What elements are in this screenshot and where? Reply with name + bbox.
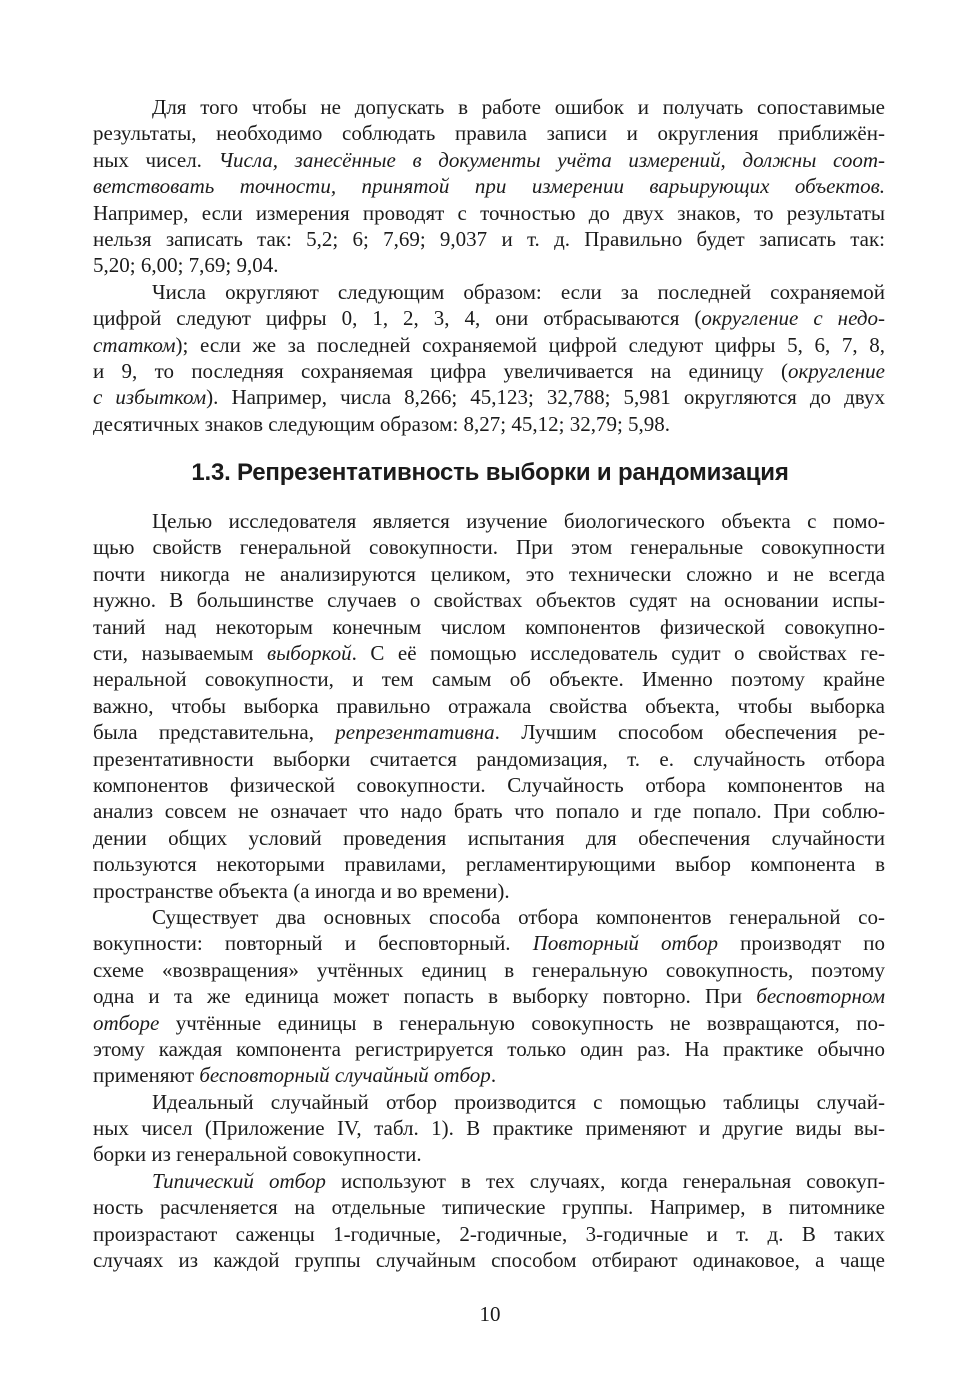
text-line <box>93 252 885 278</box>
text-line <box>93 1221 885 1247</box>
paragraph <box>93 1089 885 1168</box>
text-segment: используют в тех случаях, когда генеральная совокуп- <box>325 1168 886 1193</box>
text-segment: Например, если измерения проводят с точностью до двух знаков, то результаты <box>93 200 885 225</box>
text-line <box>93 904 885 930</box>
text-line <box>93 358 885 384</box>
text-segment: неральной совокупности, и тем самым об объекте. Именно поэтому крайне <box>93 667 885 692</box>
text-segment: Существует два основных способа отбора компонентов генеральной со- <box>152 904 885 929</box>
text-segment: Числа округляют следующим образом: если за последней сохраняемой <box>152 279 885 304</box>
text-segment: борки из генеральной совокупности. <box>93 1142 422 1167</box>
text-line <box>93 1062 885 1088</box>
text-line <box>93 1089 885 1115</box>
body-text-top <box>93 94 885 437</box>
text-segment: ных чисел. <box>93 147 219 172</box>
text-segment: сти, называемым <box>93 641 267 666</box>
text-line <box>93 147 885 173</box>
italic-text: отборе <box>93 1010 160 1035</box>
text-line <box>93 693 885 719</box>
page-number: 10 <box>479 1302 501 1326</box>
paragraph <box>93 508 885 904</box>
text-line <box>93 200 885 226</box>
text-segment: и 9, то последняя сохраняемая цифра увеличивается на единицу ( <box>93 358 788 383</box>
text-line <box>93 1115 885 1141</box>
italic-text: выборкой <box>266 641 352 666</box>
text-segment: ных чисел (Приложение IV, табл. 1). В практике применяют и другие виды вы- <box>93 1116 885 1141</box>
text-segment: десятичных знаков следующим образом: 8,27; 45,12; 32,79; 5,98. <box>93 411 671 436</box>
paragraph <box>93 94 885 279</box>
text-segment: схеме «возвращения» учтённых единиц в генеральную совокупность, поэтому <box>93 957 885 982</box>
text-line <box>93 94 885 120</box>
text-line <box>93 120 885 146</box>
text-segment: . С её помощью исследователь судит о свойствах ге- <box>351 641 886 666</box>
text-line <box>93 825 885 851</box>
text-segment: щью свойств генеральной совокупности. При этом генеральные совокупности <box>93 535 885 560</box>
italic-text: репрезентативна <box>335 720 495 745</box>
text-line <box>93 279 885 305</box>
paragraph <box>93 279 885 437</box>
italic-text: Числа, занесённые в документы учёта измерений, должны соот- <box>218 147 885 172</box>
text-line <box>93 508 885 534</box>
section-heading: 1.3. Репрезентативность выборки и рандомизация <box>191 459 789 487</box>
text-segment: одна и та же единица может попасть в выборку повторно. При <box>93 984 757 1009</box>
italic-text: статком <box>93 332 176 357</box>
text-segment: 5,20; 6,00; 7,69; 9,04. <box>93 253 279 278</box>
paragraph <box>93 1168 885 1274</box>
text-line <box>93 384 885 410</box>
text-segment: таний над некоторым конечным числом компонентов физической совокупно- <box>93 614 885 639</box>
text-segment: нужно. В большинстве случаев о свойствах объектов судят на основании испы- <box>93 588 885 613</box>
italic-text: округление с недо- <box>701 306 885 331</box>
text-line <box>93 561 885 587</box>
text-line <box>93 1247 885 1273</box>
text-segment: почти никогда не анализируются целиком, это технически сложно и не всегда <box>93 561 885 586</box>
text-line <box>93 614 885 640</box>
text-segment: компонентов физической совокупности. Случайность отбора компонентов на <box>93 772 885 797</box>
text-segment: презентативности выборки считается рандомизация, т. е. случайность отбора <box>93 746 885 771</box>
text-segment: была представительна, <box>93 720 336 745</box>
text-line <box>93 305 885 331</box>
text-segment: учтённые единицы в генеральную совокупность не возвращаются, по- <box>159 1010 885 1035</box>
italic-text: Повторный отбор <box>532 931 718 956</box>
text-line <box>93 534 885 560</box>
text-segment: этому каждая компонента регистрируется только один раз. На практике обычно <box>93 1036 885 1061</box>
text-segment: . <box>490 1063 497 1088</box>
italic-text: ветствовать точности, принятой при измерении варьирующих объектов. <box>93 174 885 199</box>
text-line <box>93 719 885 745</box>
text-segment: ). Например, числа 8,266; 45,123; 32,788; 5,981 округляются до двух <box>206 385 886 410</box>
text-line <box>93 746 885 772</box>
text-line <box>93 1194 885 1220</box>
text-segment: результаты, необходимо соблюдать правила записи и округления приближён- <box>93 121 885 146</box>
text-line <box>93 332 885 358</box>
text-line <box>93 930 885 956</box>
text-segment: дении общих условий проведения испытания для обеспечения случайности <box>93 825 885 850</box>
text-segment: Идеальный случайный отбор производится с помощью таблицы случай- <box>152 1089 885 1114</box>
italic-text: с избытком <box>93 385 207 410</box>
italic-text: бесповторный случайный отбор <box>199 1063 491 1088</box>
text-line <box>93 640 885 666</box>
text-line <box>93 957 885 983</box>
text-line <box>93 666 885 692</box>
text-segment: . Лучшим способом обеспечения ре- <box>494 720 885 745</box>
text-line <box>93 587 885 613</box>
italic-text: Типический отбор <box>152 1168 326 1193</box>
paragraph <box>93 904 885 1089</box>
text-line <box>93 1036 885 1062</box>
text-line <box>93 1010 885 1036</box>
document-page <box>93 94 885 1273</box>
text-segment: анализ совсем не означает что надо брать что попало и где попало. При соблю- <box>93 799 885 824</box>
text-line <box>93 411 885 437</box>
text-line <box>93 173 885 199</box>
text-segment: Для того чтобы не допускать в работе ошибок и получать сопоставимые <box>152 95 885 119</box>
text-segment: Целью исследователя является изучение биологического объекта с помо- <box>152 509 885 534</box>
text-segment: ); если же за последней сохраняемой цифрой следуют цифры 5, 6, 7, 8, <box>175 332 885 357</box>
text-line <box>93 878 885 904</box>
text-line <box>93 983 885 1009</box>
text-line <box>93 851 885 877</box>
body-text-bottom <box>93 508 885 1273</box>
text-segment: вокупности: повторный и бесповторный. <box>93 931 533 956</box>
text-segment: производят по <box>717 931 885 956</box>
text-line <box>93 1168 885 1194</box>
text-segment: важно, чтобы выборка правильно отражала свойства объекта, чтобы выборка <box>93 693 885 718</box>
text-segment: произрастают саженцы 1-годичные, 2-годичные, 3-годичные и т. д. В таких <box>93 1221 885 1246</box>
text-line <box>93 1141 885 1167</box>
text-segment: цифрой следуют цифры 0, 1, 2, 3, 4, они отбрасываются ( <box>93 306 702 331</box>
text-segment: случаях из каждой группы случайным способом отбирают одинаковое, а чаще <box>93 1248 885 1273</box>
text-segment: пространстве объекта (а иногда и во времени). <box>93 878 510 903</box>
italic-text: округление <box>787 358 885 383</box>
italic-text: бесповторном <box>756 984 885 1009</box>
text-segment: пользуются некоторыми правилами, регламентирующими выбор компонента в <box>93 852 885 877</box>
text-line <box>93 226 885 252</box>
text-segment: ность расчленяется на отдельные типические группы. Например, в питомнике <box>93 1195 885 1220</box>
text-line <box>93 772 885 798</box>
text-segment: применяют <box>93 1063 200 1088</box>
text-line <box>93 798 885 824</box>
text-segment: нельзя записать так: 5,2; 6; 7,69; 9,037 и т. д. Правильно будет записать так: <box>93 226 885 251</box>
